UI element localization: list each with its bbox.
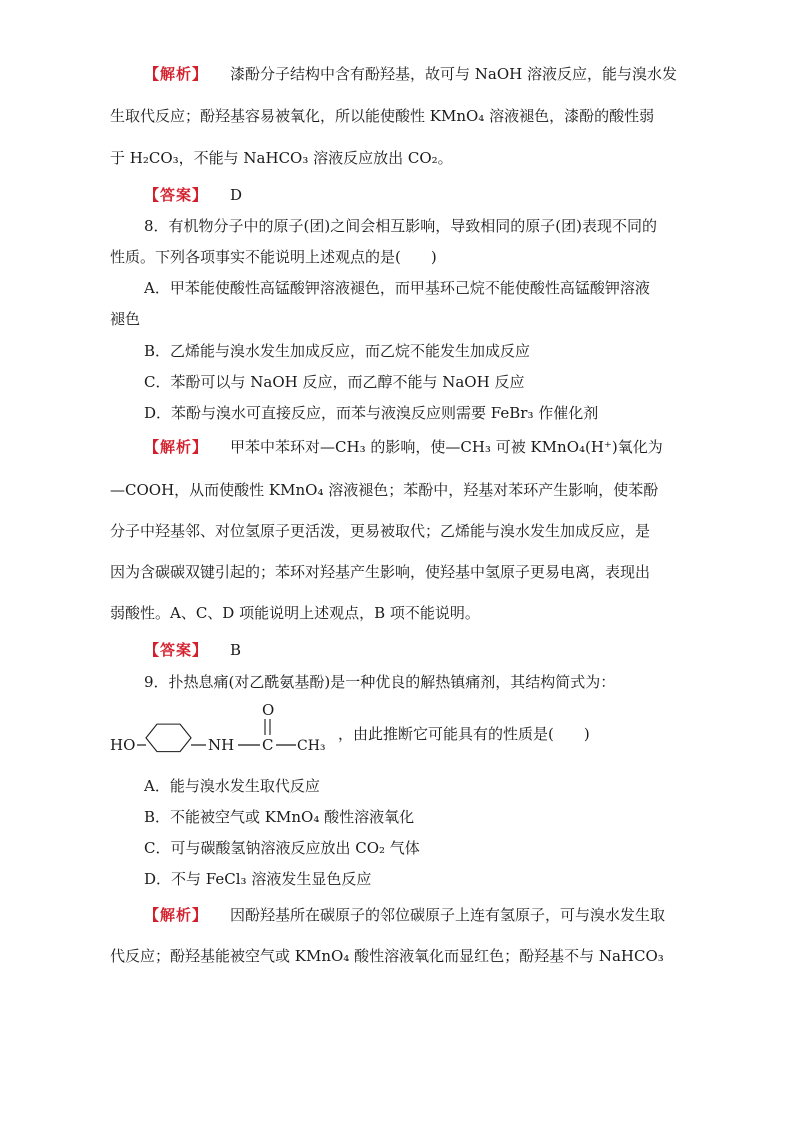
q8-stem-line-2: 性质。下列各项事实不能说明上述观点的是( ) bbox=[110, 248, 437, 266]
q7-explanation-line-2: 生取代反应；酚羟基容易被氧化，所以能使酸性 KMnO₄ 溶液褪色，漆酚的酸性弱 bbox=[110, 107, 655, 125]
q9-option-a: A．能与溴水发生取代反应 bbox=[144, 777, 320, 795]
q9-stem-continuation: ，由此推断它可能具有的性质是( ) bbox=[338, 725, 590, 743]
q8-explanation-line-1 bbox=[144, 437, 663, 457]
formula-nh: NH bbox=[208, 736, 235, 754]
paracetamol-structural-formula bbox=[110, 700, 350, 756]
q8-explanation-line-4: 因为含碳碳双键引起的；苯环对羟基产生影响，使羟基中氢原子更易电离，表现出 bbox=[110, 563, 651, 581]
explanation-label: 【解析】 bbox=[144, 65, 209, 83]
q9-explanation-line-1 bbox=[144, 905, 665, 925]
q9-explanation-text-1: 因酚羟基所在碳原子的邻位碳原子上连有氢原子，可与溴水发生取 bbox=[230, 906, 666, 924]
q9-option-c: C．可与碳酸氢钠溶液反应放出 CO₂ 气体 bbox=[144, 839, 420, 857]
q9-option-d: D．不与 FeCl₃ 溶液发生显色反应 bbox=[144, 870, 372, 888]
q9-stem: 9．扑热息痛(对乙酰氨基酚)是一种优良的解热镇痛剂，其结构简式为： bbox=[144, 673, 616, 691]
q8-explanation-line-3: 分子中羟基邻、对位氢原子更活泼，更易被取代；乙烯能与溴水发生加成反应，是 bbox=[110, 522, 651, 540]
formula-ch3: CH₃ bbox=[297, 738, 326, 754]
explanation-label: 【解析】 bbox=[144, 438, 209, 456]
q7-explanation-line-3: 于 H₂CO₃，不能与 NaHCO₃ 溶液反应放出 CO₂。 bbox=[110, 149, 453, 167]
q7-explanation-text-1: 漆酚分子结构中含有酚羟基，故可与 NaOH 溶液反应，能与溴水发 bbox=[230, 65, 678, 83]
q8-explanation-line-5: 弱酸性。A、C、D 项能说明上述观点，B 项不能说明。 bbox=[110, 604, 480, 622]
q9-explanation-line-2: 代反应；酚羟基能被空气或 KMnO₄ 酸性溶液氧化而显红色；酚羟基不与 NaHCO₃ bbox=[110, 947, 664, 965]
answer-label: 【答案】 bbox=[144, 186, 209, 204]
q8-answer-line bbox=[144, 640, 241, 660]
q8-option-a-line-2: 褪色 bbox=[110, 310, 141, 328]
formula-carbonyl-o: O bbox=[262, 701, 275, 719]
explanation-label: 【解析】 bbox=[144, 906, 209, 924]
q8-answer: B bbox=[230, 641, 242, 659]
q8-explanation-line-2: —COOH，从而使酸性 KMnO₄ 溶液褪色；苯酚中，羟基对苯环产生影响，使苯酚 bbox=[110, 481, 659, 499]
q7-answer: D bbox=[230, 186, 243, 204]
q7-explanation-line-1 bbox=[144, 64, 677, 84]
q8-explanation-text-1: 甲苯中苯环对—CH₃ 的影响，使—CH₃ 可被 KMnO₄(H⁺)氧化为 bbox=[230, 438, 663, 456]
q8-option-b: B．乙烯能与溴水发生加成反应，而乙烷不能发生加成反应 bbox=[144, 342, 531, 360]
answer-label: 【答案】 bbox=[144, 641, 209, 659]
benzene-ring-icon bbox=[146, 724, 191, 752]
q8-option-a-line-1: A．甲苯能使酸性高锰酸钾溶液褪色，而甲基环己烷不能使酸性高锰酸钾溶液 bbox=[144, 279, 650, 297]
q9-option-b: B．不能被空气或 KMnO₄ 酸性溶液氧化 bbox=[144, 808, 415, 826]
formula-carbonyl-c: C bbox=[262, 736, 274, 754]
q8-stem-line-1: 8．有机物分子中的原子(团)之间会相互影响，导致相同的原子(团)表现不同的 bbox=[144, 217, 657, 235]
q8-option-c: C．苯酚可以与 NaOH 反应，而乙醇不能与 NaOH 反应 bbox=[144, 373, 525, 391]
formula-ho: HO bbox=[110, 736, 136, 754]
q8-option-d: D．苯酚与溴水可直接反应，而苯与液溴反应则需要 FeBr₃ 作催化剂 bbox=[144, 404, 599, 422]
q7-answer-line bbox=[144, 185, 242, 205]
